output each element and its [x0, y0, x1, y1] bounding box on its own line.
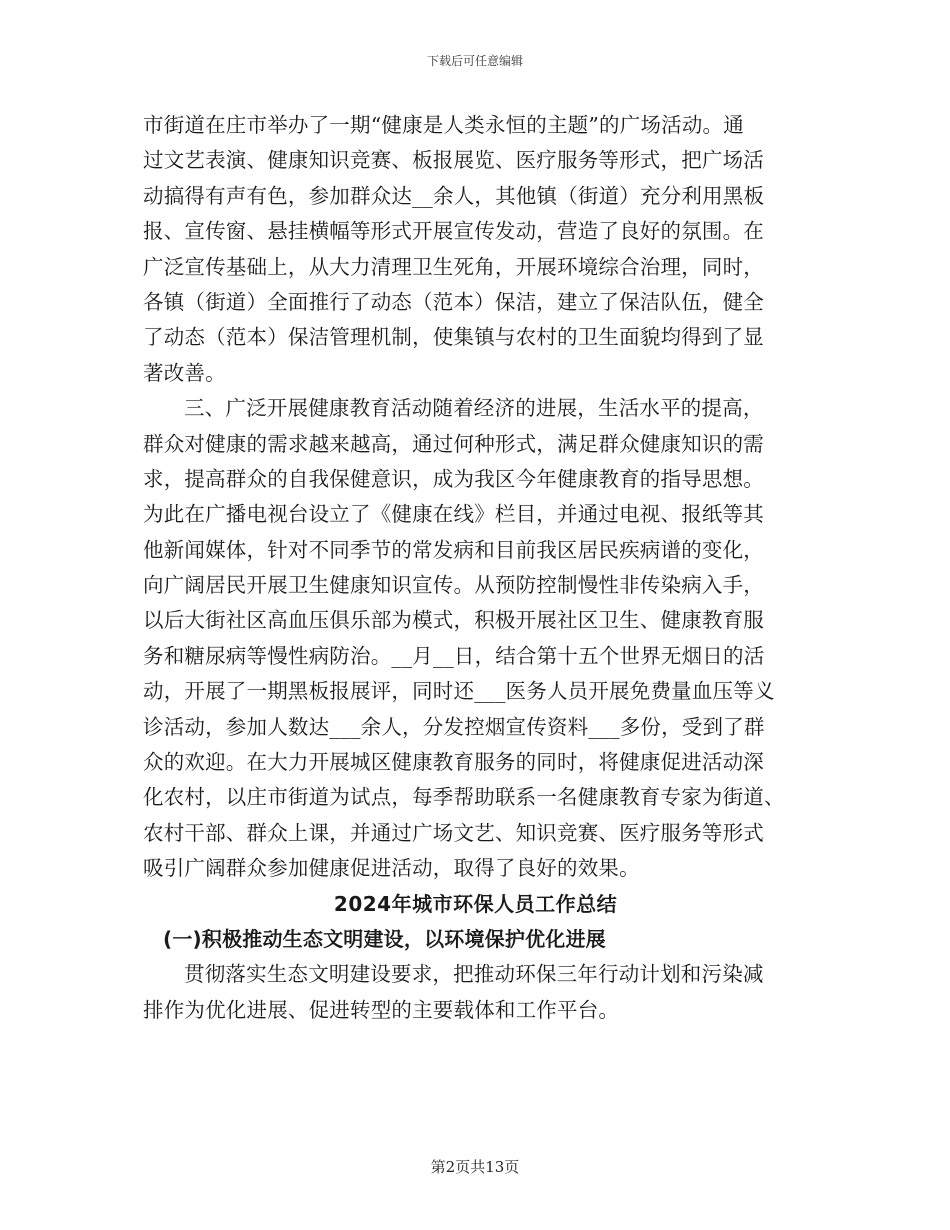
- page-header: 下载后可任意编辑: [426, 54, 523, 68]
- body-line: 各镇（街道）全面推行了动态（范本）保洁，建立了保洁队伍，健全: [143, 289, 764, 314]
- body-line: 求，提高群众的自我保健意识，成为我区今年健康教育的指导思想。: [143, 466, 764, 491]
- body-line: 广泛宣传基础上，从大力清理卫生死角，开展环境综合治理，同时，: [143, 254, 764, 279]
- body-line: 向广阔居民开展卫生健康知识宣传。从预防控制慢性非传染病入手，: [143, 573, 764, 598]
- body-line: 市街道在庄市举办了一期“健康是人类永恒的主题”的广场活动。通: [143, 113, 744, 137]
- body-line: 动，开展了一期黑板报展评，同时还___医务人员开展免费量血压等义: [143, 679, 775, 704]
- section-subtitle: (一)积极推动生态文明建设，以环境保护优化进展: [163, 926, 606, 951]
- body-line: 众的欢迎。在大力开展城区健康教育服务的同时，将健康促进活动深: [143, 750, 764, 775]
- body-line: 著改善。: [143, 360, 226, 385]
- body-line: 吸引广阔群众参加健康促进活动，取得了良好的效果。: [143, 856, 640, 881]
- body-line: 他新闻媒体，针对不同季节的常发病和目前我区居民疾病谱的变化，: [143, 537, 764, 562]
- body-line: 务和糖尿病等慢性病防治。__月__日，结合第十五个世界无烟日的活: [143, 643, 765, 668]
- body-line: 报、宣传窗、悬挂横幅等形式开展宣传发动，营造了良好的氛围。在: [143, 219, 764, 244]
- paragraph-start-line: 贯彻落实生态文明建设要求，把推动环保三年行动计划和污染减: [184, 962, 764, 987]
- body-line: 群众对健康的需求越来越高，通过何种形式，满足群众健康知识的需: [143, 431, 764, 456]
- body-line: 排作为优化进展、促进转型的主要载体和工作平台。: [143, 997, 620, 1022]
- body-line: 以后大街社区高血压俱乐部为模式，积极开展社区卫生、健康教育服: [143, 608, 764, 633]
- body-line: 化农村，以庄市街道为试点，每季帮助联系一名健康教育专家为街道、: [143, 785, 785, 810]
- body-line: 为此在广播电视台设立了《健康在线》栏目，并通过电视、报纸等其: [143, 502, 764, 527]
- page-footer: 第2页共13页: [430, 1158, 520, 1176]
- body-line: 诊活动，参加人数达___余人，分发控烟宣传资料___多份，受到了群: [143, 714, 765, 739]
- paragraph-start-line: 三、广泛开展健康教育活动随着经济的进展，生活水平的提高，: [184, 396, 764, 421]
- document-body: [143, 108, 808, 1028]
- body-line: 动搞得有声有色，参加群众达__余人，其他镇（街道）充分利用黑板: [143, 183, 765, 208]
- body-line: 了动态（范本）保洁管理机制，使集镇与农村的卫生面貌均得到了显: [143, 325, 764, 350]
- body-line: 农村干部、群众上课，并通过广场文艺、知识竞赛、医疗服务等形式: [143, 820, 764, 845]
- body-line: 过文艺表演、健康知识竞赛、板报展览、医疗服务等形式，把广场活: [143, 148, 764, 173]
- section-title: 2024年城市环保人员工作总结: [333, 891, 618, 916]
